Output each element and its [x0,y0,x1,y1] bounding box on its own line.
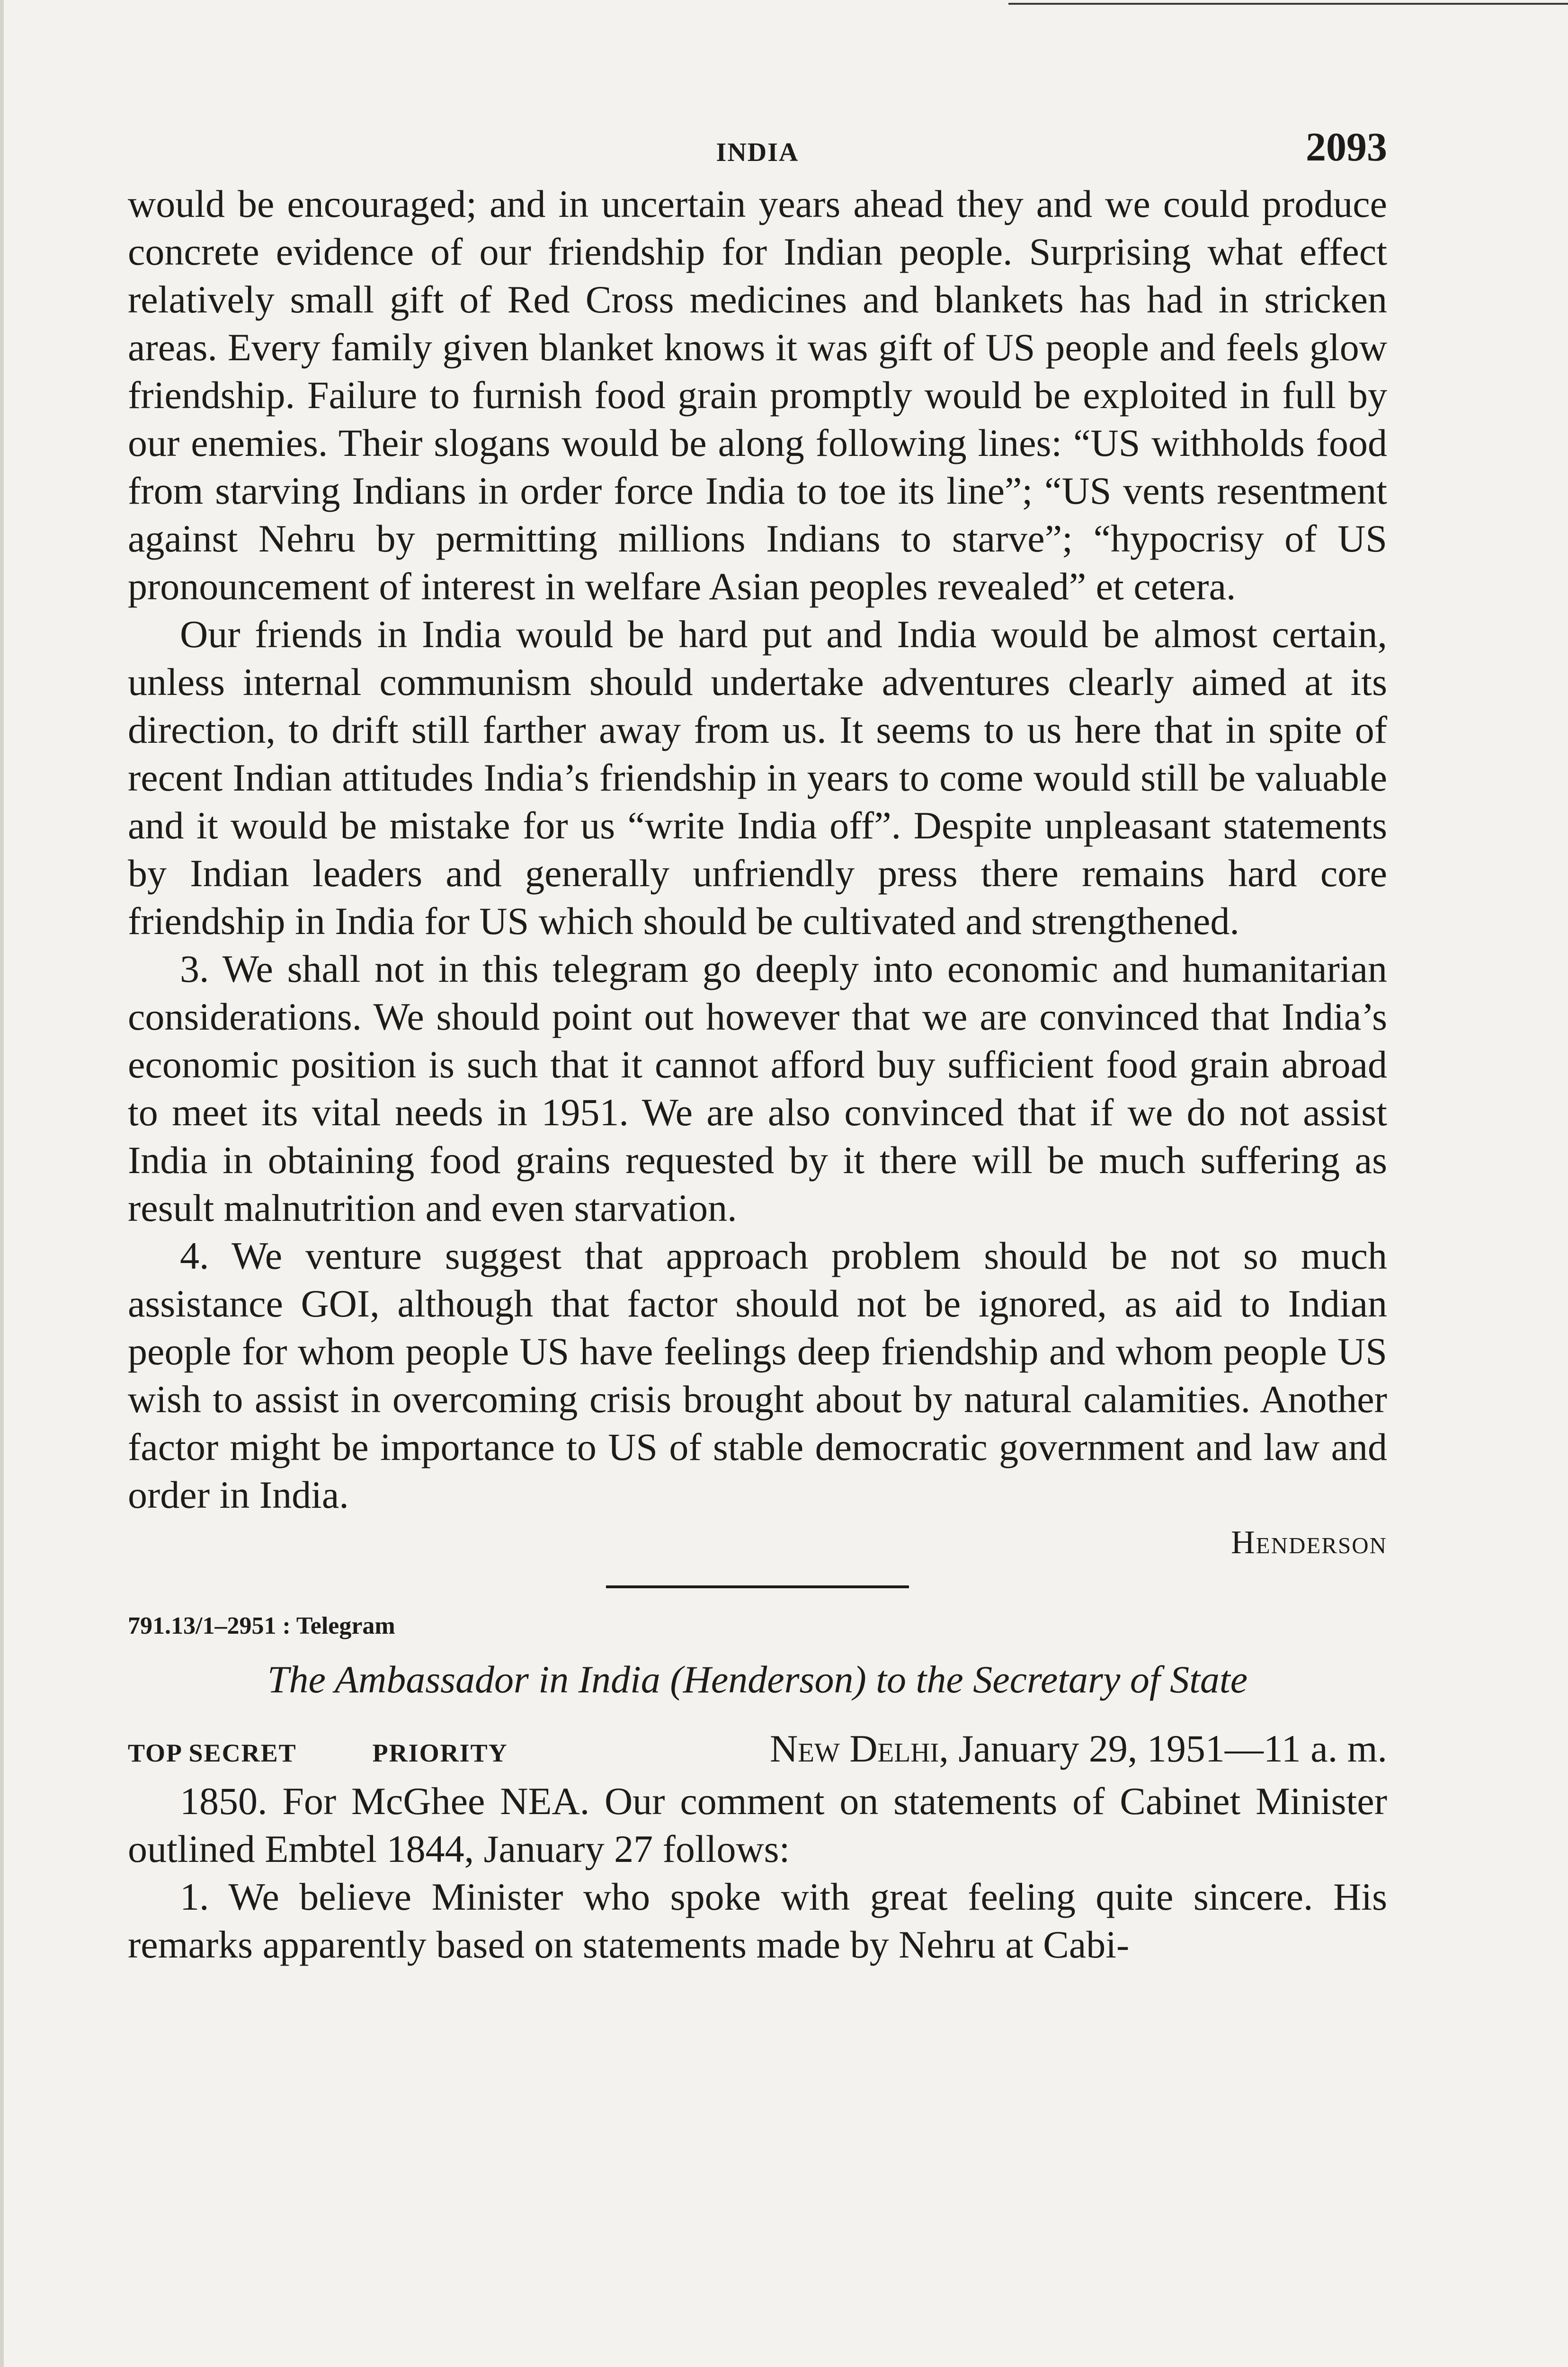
running-title: INDIA [716,138,799,167]
top-edge-rule [1008,3,1568,5]
classification: TOP SECRET [128,1739,297,1767]
dateline-date: , January 29, 1951—11 a. m. [939,1727,1387,1770]
file-number: 791.13/1–2951 : Telegram [128,1612,395,1639]
paragraph-3: 3. We shall not in this telegram go deeply into economic and humanitarian considerations. We should point out however that we are convinced that India’s economic position is such that it cannot afford buy sufficient food grain abroad to meet its vital needs in 1951. We are also convinced that if we do not assist India in obtaining food grains requested by it there will be much suffering as result malnutrition and even starvation. [128,947,1387,1229]
paragraph-4: 4. We venture suggest that approach problem should be not so much assistance GOI, although that factor should not be ignored, as aid to Indian people for whom people US have feelings deep friendship and whom people US wish to assist in overcoming crisis brought about by natural calamities. Another factor might be importance to US of stable democratic government and law and order in India. [128,1234,1387,1516]
telegram-paragraph-1850: 1850. For McGhee NEA. Our comment on statements of Cabinet Minister outlined Embtel 1844, January 27 follows: [128,1780,1387,1870]
page-number: 2093 [1306,124,1387,169]
page-content [128,123,1387,1968]
paragraph-friends: Our friends in India would be hard put and India would be almost certain, unless internal communism should undertake adventures clearly aimed at its direction, to drift still farther away from us. It seems to us here that in spite of recent Indian attitudes India’s friendship in years to come would still be valuable and it would be mistake for us “write India off”. Despite unpleasant statements by Indian leaders and generally unfriendly press there remains hard core friendship in India for US which should be cultivated and strengthened. [128,613,1387,943]
precedence: PRIORITY [372,1739,508,1767]
paragraph-continuation: would be encouraged; and in uncertain years ahead they and we could produce concrete evidence of our friendship for Indian people. Surprising what effect relatively small gift of Red Cross medicines and blankets has had in stricken areas. Every family given blanket knows it was gift of US people and feels glow friendship. Failure to furnish food grain promptly would be exploited in full by our enemies. Their slogans would be along following lines: “US withholds food from starving Indians in order force India to toe its line”; “US vents resentment against Nehru by permitting millions Indians to starve”; “hypocrisy of US pronouncement of interest in welfare Asian peoples revealed” et cetera. [128,182,1387,608]
dateline [770,1725,1387,1772]
running-head [128,123,1387,180]
page-edge [0,0,4,2367]
dateline-place: New Delhi [770,1727,939,1770]
telegram-header [128,1725,1387,1777]
document-title: The Ambassador in India (Henderson) to the Secretary of State [267,1658,1248,1701]
telegram-paragraph-1: 1. We believe Minister who spoke with great feeling quite sincere. His remarks apparently based on statements made by Nehru at Cabi- [128,1875,1387,1966]
signature: Henderson [1231,1524,1387,1561]
section-divider [606,1585,909,1588]
